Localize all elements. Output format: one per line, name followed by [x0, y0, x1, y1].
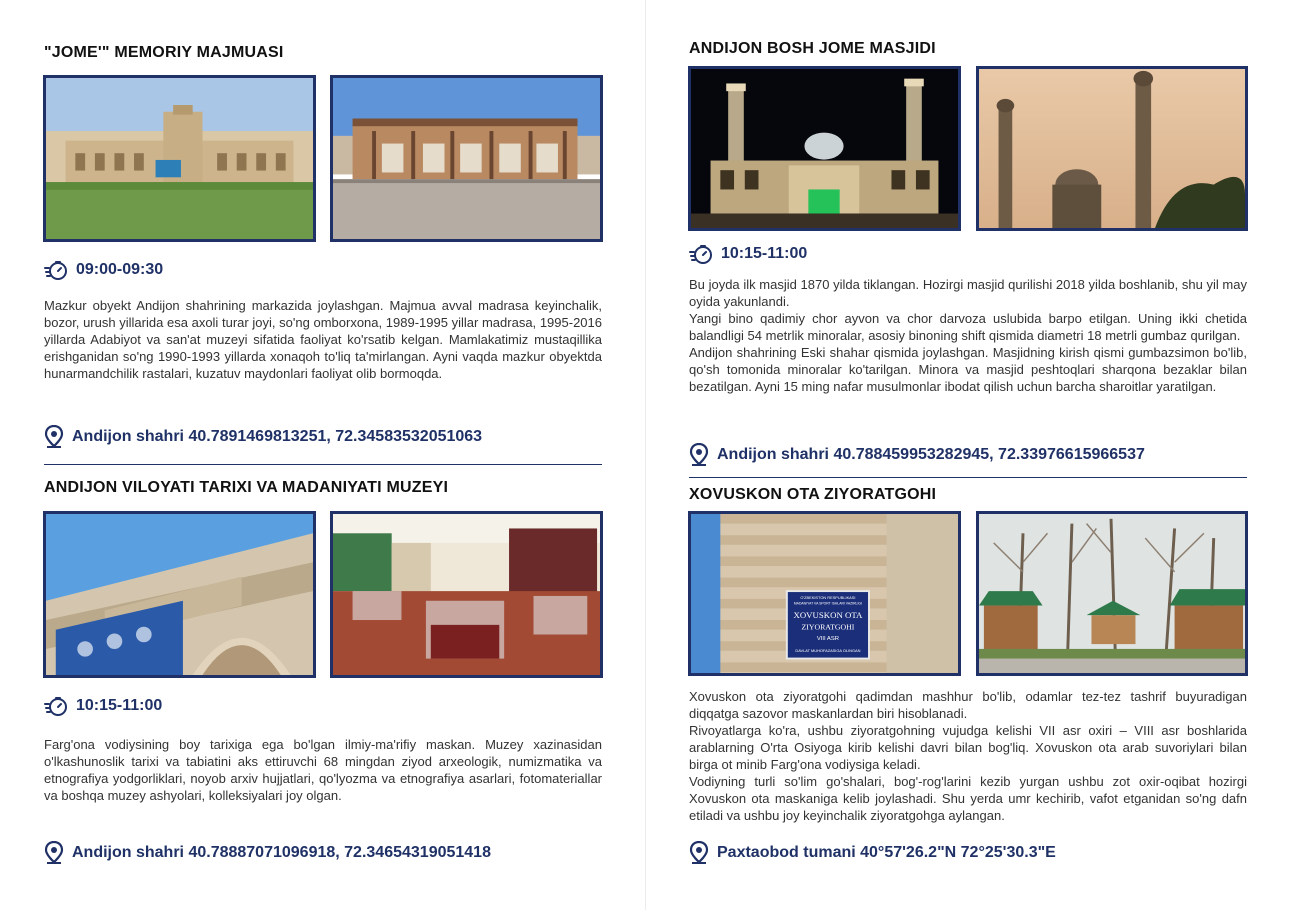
visit-time: 10:15-11:00 — [721, 245, 808, 262]
plaque-line: O'ZBEKISTON RESPUBLIKASI — [800, 594, 856, 600]
description-paragraph: Vodiyning turli so'lim go'shalari, bog'-rog'larini kezib yurgan ushbu zot oxir-oqibat hozirgi Xovuskon ota maskaniga kelib joylashadi. Shu yerda umr kechirib, vafot etganidan so'ng dafn etiladi va ushbu joy keyinchalik ziyoratgohga aylangan. — [689, 774, 1247, 823]
description-paragraph: Yangi bino qadimiy chor ayvon va chor darvoza uslubida barpo etilgan. Uning ikki chetida balandligi 54 metrlik minoralar, asosiy binoning shift qismida diametri 18 metrli gumbaz qurilgan. — [689, 311, 1247, 343]
section-description — [689, 688, 1247, 824]
description-paragraph: Andijon shahrining Eski shahar qismida joylashgan. Masjidning kirish qismi gumbazsimon bo'lib, qo'sh tomonida minoralar ko'tarilgan. Minora va masjid peshtoqlari sharqona bezaklar bilan bezatilgan. Ayni 15 ming nafar musulmonlar ibodat qilish uchun barcha sharoitlar yaratilgan. — [689, 345, 1247, 394]
section-divider — [689, 477, 1247, 478]
location-row — [689, 841, 1056, 865]
plaque-line: XOVUSKON OTA — [793, 610, 863, 621]
time-row — [44, 259, 163, 281]
description-paragraph: Xovuskon ota ziyoratgohi qadimdan mashhur bo'lib, odamlar tez-tez tashrif buyuradigan diqqatga sazovor maskanlardan biri hisoblanadi. — [689, 689, 1247, 721]
photo-museum-exterior — [43, 511, 316, 678]
photo-museum-interior — [330, 511, 603, 678]
map-pin-icon — [689, 443, 709, 467]
section-title: XOVUSKON OTA ZIYORATGOHI — [689, 486, 937, 503]
location-row — [689, 443, 1145, 467]
section-title: ANDIJON BOSH JOME MASJIDI — [689, 40, 936, 57]
visit-time: 09:00-09:30 — [76, 261, 164, 278]
section-description — [44, 297, 602, 382]
photo-shrine-plaque — [688, 511, 961, 676]
plaque-line: VIII ASR — [816, 636, 839, 643]
section-title: ANDIJON VILOYATI TARIXI VA MADANIYATI MUZEYI — [44, 479, 449, 496]
photo-mosque-night — [688, 66, 961, 231]
plaque-line: ZIYORATGOHI — [801, 622, 855, 632]
photo-jome-courtyard — [330, 75, 603, 242]
description-paragraph: Bu joyda ilk masjid 1870 yilda tiklangan. Hozirgi masjid qurilishi 2018 yilda boshlanib, shu yil may oyida yakunlandi. — [689, 277, 1247, 309]
description-paragraph: Farg'ona vodiysining boy tarixiga ega bo'lgan ilmiy-ma'rifiy maskan. Muzey xazinasidan o'lkashunoslik tarixi va tabiatini aks ettiruvchi 68 mingdan ziyod arxeologik, numizmatika va etnografiya yodgorliklari, noyob arxiv hujjatlari, qo'lyozma va etnografiya asarlari, fotomateriallar va boshqa muzey ashyolari, kolleksiyalari joy olgan. — [44, 737, 602, 803]
map-pin-icon — [44, 425, 64, 449]
location-row — [44, 841, 491, 865]
description-paragraph: Rivoyatlarga ko'ra, ushbu ziyoratgohning vujudga kelishi VII asr oxiri – VIII asr boshlarida arablarning O'rta Osiyoga kirib kelishi davri bilan bog'liq. Xovuskon ota arab suvoriylari bilan birga ot minib Farg'ona vodiysiga keladi. — [689, 723, 1247, 772]
location-row — [44, 425, 482, 449]
stopwatch-icon — [689, 243, 713, 265]
location-text: Andijon shahri 40.7891469813251, 72.34583532051063 — [72, 428, 483, 445]
stopwatch-icon — [44, 259, 68, 281]
location-text: Paxtaobod tumani 40°57'26.2"N 72°25'30.3"E — [717, 844, 1056, 861]
visit-time: 10:15-11:00 — [76, 697, 163, 714]
plaque-line: DAVLAT MUHOFAZASIGA OLINGAN — [795, 647, 861, 653]
stopwatch-icon — [44, 695, 68, 717]
map-pin-icon — [44, 841, 64, 865]
section-title: "JOME'" MEMORIY MAJMUASI — [44, 44, 284, 61]
plaque-line: MADANIYAT VA SPORT ISHLARI VAZIRLIGI — [793, 601, 862, 606]
location-text: Andijon shahri 40.788459953282945, 72.33976615966537 — [717, 446, 1145, 463]
photo-jome-complex-front — [43, 75, 316, 242]
description-paragraph: Mazkur obyekt Andijon shahrining markazida joylashgan. Majmua avval madrasa keyinchalik, bozor, urush yillarida esa axoli turar joyi, so'ng omborxona, 1989-1995 yillar madrasa, 1995-2016 yillarda Adabiyot va san'at muzeyi sifatida faoliyat ko'rsatib kelgan. Mamlakatimiz mustaqillika erishganidan so'ng 1990-1993 yillarda xonaqoh to'liq ta'mirlangan. Ayni vaqda mazkur obyektda hunarmandchilik rastalari, kuzatuv maydonlari faoliyat olib bormoqda. — [44, 298, 602, 381]
time-row — [44, 695, 162, 717]
section-divider — [44, 464, 602, 465]
time-row — [689, 243, 807, 265]
map-pin-icon — [689, 841, 709, 865]
section-description — [689, 276, 1247, 395]
section-description — [44, 736, 602, 804]
photo-shrine-park — [976, 511, 1248, 676]
page-divider — [645, 0, 646, 910]
photo-mosque-sunset — [976, 66, 1248, 231]
location-text: Andijon shahri 40.78887071096918, 72.34654319051418 — [72, 844, 491, 861]
